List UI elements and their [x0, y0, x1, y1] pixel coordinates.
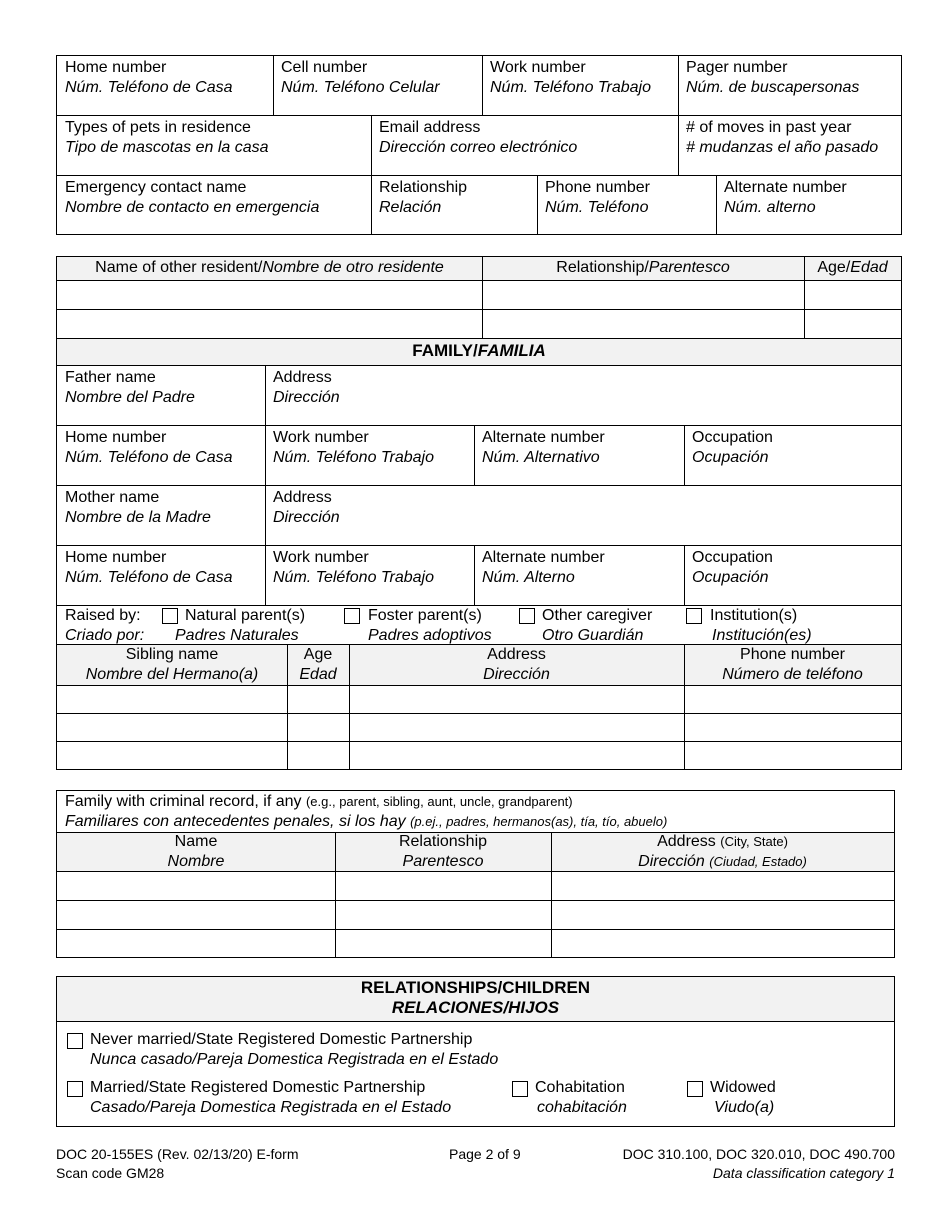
label: Home number — [65, 429, 167, 446]
relationships-title: RELATIONSHIPS/CHILDREN RELACIONES/HIJOS — [360, 978, 591, 1017]
label-es: Núm. Teléfono — [545, 199, 649, 216]
sibling-row[interactable] — [57, 714, 901, 741]
other-caregiver-label-es: Otro Guardián — [542, 627, 644, 644]
criminal-relationship-header: Relationship Parentesco — [398, 833, 488, 870]
label: Alternate number — [482, 549, 605, 566]
resident-age-header: Age/Edad — [817, 259, 888, 276]
criminal-title: Family with criminal record, if any (e.g., parent, sibling, aunt, uncle, grandparent) — [65, 793, 573, 810]
father-name-field[interactable] — [57, 366, 265, 410]
father-alternate-number-field[interactable] — [474, 426, 684, 470]
label: Emergency contact name — [65, 179, 247, 196]
cohabitation-checkbox[interactable] — [512, 1081, 528, 1097]
foster-parent-label: Foster parent(s) — [368, 607, 482, 624]
label-es: Núm. Teléfono Celular — [281, 79, 440, 96]
criminal-name-header: Name Nombre — [167, 833, 225, 870]
label-es: Núm. Teléfono Trabajo — [490, 79, 651, 96]
label: Alternate number — [482, 429, 605, 446]
resident-relationship-header: Relationship/Parentesco — [556, 259, 730, 276]
married-checkbox[interactable] — [67, 1081, 83, 1097]
widowed-checkbox[interactable] — [687, 1081, 703, 1097]
father-occupation-field[interactable] — [684, 426, 901, 470]
alternate-number-field[interactable] — [716, 176, 901, 220]
moves-field[interactable] — [678, 116, 901, 160]
cell-number-field[interactable] — [273, 56, 482, 100]
scan-code: Scan code GM28 — [56, 1165, 165, 1181]
label: Address — [273, 489, 332, 506]
father-home-number-field[interactable] — [57, 426, 265, 470]
criminal-title-es: Familiares con antecedentes penales, si los hay (p.ej., padres, hermanos(as), tía, tío, abuelo) — [65, 813, 668, 830]
home-number-field[interactable] — [57, 56, 273, 100]
never-married-label-es: Nunca casado/Pareja Domestica Registrada en el Estado — [90, 1051, 499, 1068]
family-title: FAMILY/FAMILIA — [412, 341, 546, 360]
institution-label: Institution(s) — [710, 607, 798, 624]
mother-address-field[interactable] — [265, 486, 901, 530]
foster-parent-checkbox[interactable] — [344, 608, 360, 624]
mother-occupation-field[interactable] — [684, 546, 901, 590]
label-es: Núm. Teléfono de Casa — [65, 569, 233, 586]
cohabitation-label: Cohabitation — [535, 1079, 625, 1096]
label-es: Núm. Alternativo — [482, 449, 600, 466]
natural-parent-label-es: Padres Naturales — [175, 627, 299, 644]
email-field[interactable] — [371, 116, 678, 160]
sibling-row[interactable] — [57, 742, 901, 769]
label: Home number — [65, 549, 167, 566]
mother-home-number-field[interactable] — [57, 546, 265, 590]
label: Cell number — [281, 59, 368, 76]
label: Work number — [273, 429, 369, 446]
criminal-row[interactable] — [57, 901, 894, 929]
other-caregiver-label: Other caregiver — [542, 607, 653, 624]
never-married-checkbox[interactable] — [67, 1033, 83, 1049]
natural-parent-label: Natural parent(s) — [185, 607, 306, 624]
label: # of moves in past year — [686, 119, 852, 136]
label-es: Núm. Teléfono Trabajo — [273, 449, 434, 466]
raised-by-row — [57, 606, 901, 644]
widowed-label-es: Viudo(a) — [714, 1099, 775, 1116]
label: Work number — [273, 549, 369, 566]
label-es: Ocupación — [692, 569, 769, 586]
widowed-label: Widowed — [710, 1079, 776, 1096]
relationship-field[interactable] — [371, 176, 537, 220]
label: Phone number — [545, 179, 650, 196]
label-es: Ocupación — [692, 449, 769, 466]
label-es: Relación — [379, 199, 442, 216]
sibling-row[interactable] — [57, 686, 901, 713]
label: Father name — [65, 369, 156, 386]
label-es: Núm. de buscapersonas — [686, 79, 860, 96]
label-es: Núm. Teléfono de Casa — [65, 449, 233, 466]
raised-by-label: Raised by: — [65, 607, 141, 624]
label-es: Dirección — [273, 389, 340, 406]
label-es: Nombre del Padre — [65, 389, 195, 406]
label-es: Tipo de mascotas en la casa — [65, 139, 269, 156]
mother-name-field[interactable] — [57, 486, 265, 530]
contact-section — [56, 55, 902, 235]
label: Types of pets in residence — [65, 119, 251, 136]
label: Work number — [490, 59, 586, 76]
label: Address — [273, 369, 332, 386]
sibling-phone-header: Phone number Número de teléfono — [722, 646, 863, 683]
pager-number-field[interactable] — [678, 56, 901, 100]
resident-row[interactable] — [57, 281, 901, 309]
raised-by-label-es: Criado por: — [65, 627, 145, 644]
resident-row[interactable] — [57, 310, 901, 338]
married-label: Married/State Registered Domestic Partnership — [90, 1079, 426, 1096]
foster-parent-label-es: Padres adoptivos — [368, 627, 492, 644]
data-classification: Data classification category 1 — [712, 1165, 895, 1181]
institution-label-es: Institución(es) — [712, 627, 812, 644]
criminal-row[interactable] — [57, 872, 894, 900]
mother-alternate-number-field[interactable] — [474, 546, 684, 590]
label: Home number — [65, 59, 167, 76]
father-work-number-field[interactable] — [265, 426, 474, 470]
relationships-section — [56, 976, 895, 1127]
label-es: Dirección correo electrónico — [379, 139, 578, 156]
sibling-name-header: Sibling name Nombre del Hermano(a) — [85, 646, 259, 683]
label: Occupation — [692, 429, 773, 446]
other-caregiver-checkbox[interactable] — [519, 608, 535, 624]
sibling-address-header: Address Dirección — [483, 646, 550, 683]
form-number: DOC 20-155ES (Rev. 02/13/20) E-form — [56, 1146, 299, 1162]
label: Email address — [379, 119, 481, 136]
resident-name-header: Name of other resident/Nombre de otro residente — [95, 259, 444, 276]
label: Alternate number — [724, 179, 847, 196]
married-label-es: Casado/Pareja Domestica Registrada en el Estado — [90, 1099, 452, 1116]
never-married-label: Never married/State Registered Domestic Partnership — [90, 1031, 473, 1048]
page-number: Page 2 of 9 — [449, 1146, 521, 1162]
label: Relationship — [379, 179, 468, 196]
label: Pager number — [686, 59, 788, 76]
policy-references: DOC 310.100, DOC 320.010, DOC 490.700 — [622, 1146, 895, 1162]
sibling-age-header: Age Edad — [299, 646, 337, 683]
label-es: Núm. Teléfono Trabajo — [273, 569, 434, 586]
label-es: Nombre de la Madre — [65, 509, 211, 526]
label-es: Dirección — [273, 509, 340, 526]
natural-parent-checkbox[interactable] — [162, 608, 178, 624]
label-es: Núm. alterno — [724, 199, 816, 216]
family-section — [56, 256, 902, 770]
criminal-record-section — [56, 790, 895, 958]
label-es: Núm. Alterno — [482, 569, 575, 586]
institution-checkbox[interactable] — [686, 608, 702, 624]
label: Occupation — [692, 549, 773, 566]
work-number-field[interactable] — [482, 56, 678, 100]
emergency-contact-field[interactable] — [57, 176, 371, 220]
phone-number-field[interactable] — [537, 176, 716, 220]
mother-work-number-field[interactable] — [265, 546, 474, 590]
pets-field[interactable] — [57, 116, 371, 160]
father-address-field[interactable] — [265, 366, 901, 410]
criminal-address-header: Address (City, State) Dirección (Ciudad, Estado) — [638, 833, 807, 870]
criminal-row[interactable] — [57, 930, 894, 957]
label-es: Nombre de contacto en emergencia — [65, 199, 320, 216]
label-es: Núm. Teléfono de Casa — [65, 79, 233, 96]
label-es: # mudanzas el año pasado — [686, 139, 879, 156]
cohabitation-label-es: cohabitación — [537, 1099, 627, 1116]
label: Mother name — [65, 489, 160, 506]
footer — [56, 1145, 895, 1185]
